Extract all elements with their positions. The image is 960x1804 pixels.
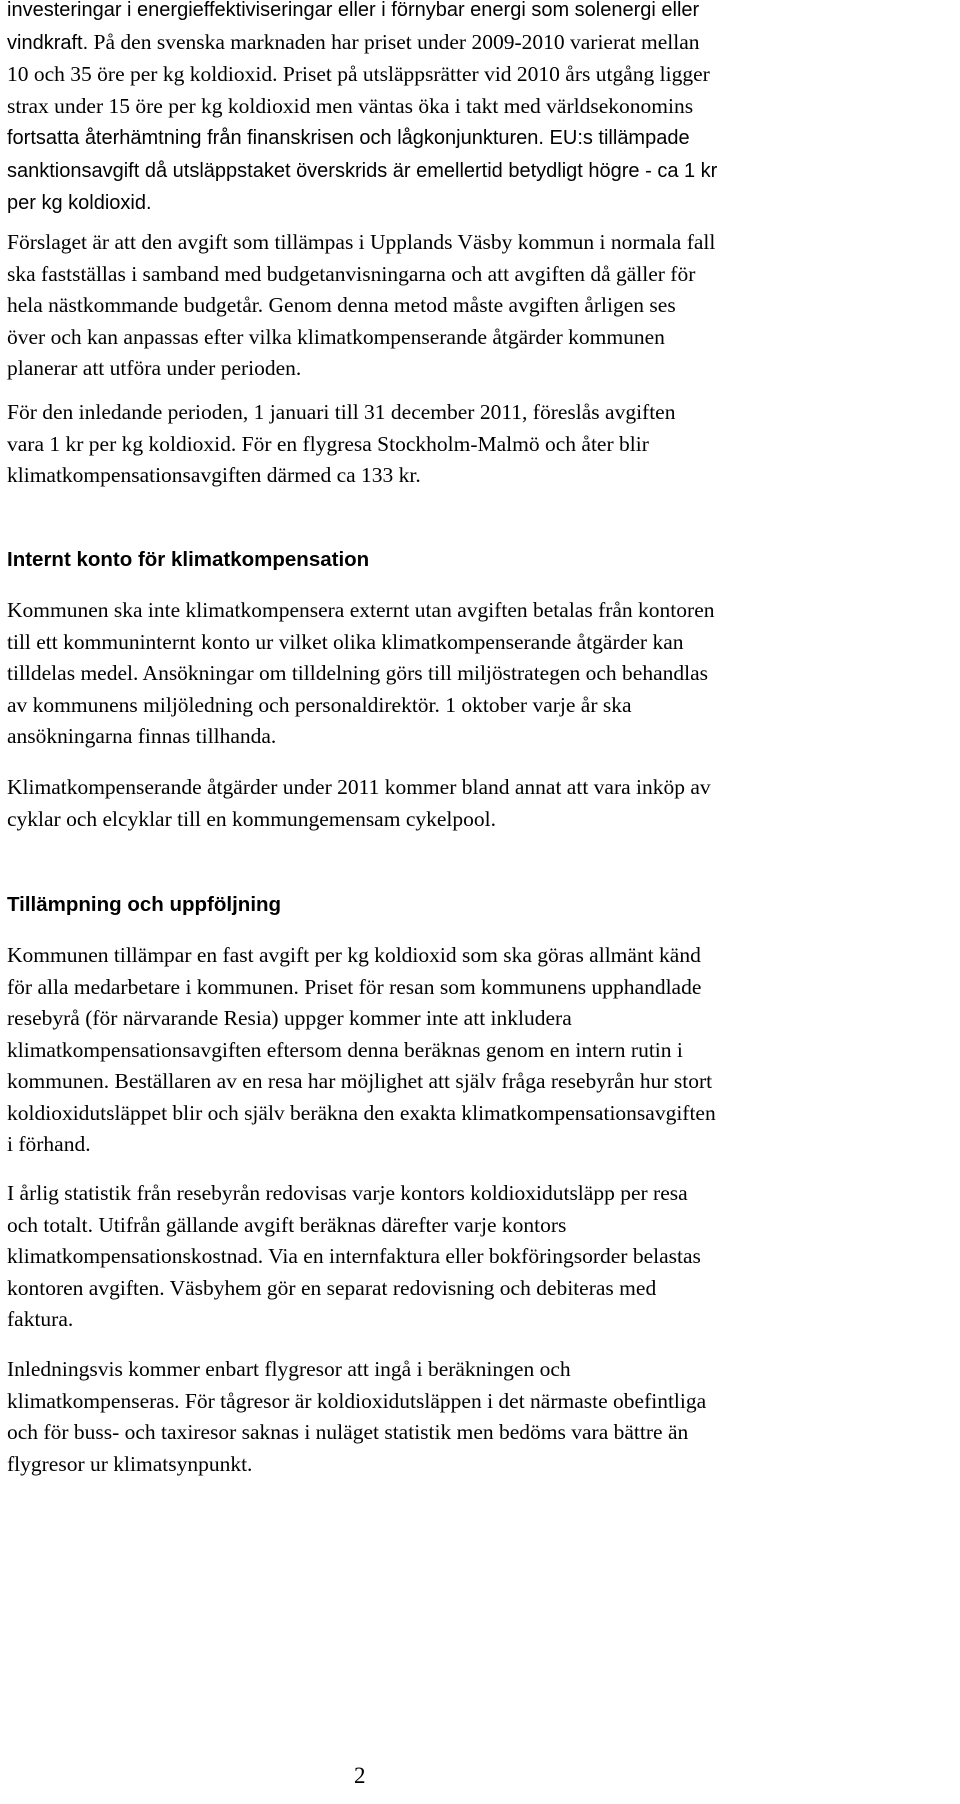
page-number: 2 [354, 1763, 366, 1788]
paragraph-statistics: I årlig statistik från resebyrån redovisas varje kontors koldioxidutsläpp per resa och totalt. Utifrån gällande avgift beräknas därefter varje kontors klimatkompensationskostnad. Via en internfaktura eller bokföringsorder belastas kontoren avgiften. Väsbyhem gör en separat redovisning och debiteras med faktura. [7, 1181, 701, 1331]
paragraph-intro [7, 0, 947, 220]
paragraph-intro-serif-text: På den svenska marknaden har priset under 2009-2010 varierat mellan 10 och 35 öre per kg koldioxid. Priset på utsläppsrätter vid 2010 års utgång ligger strax under 15 öre per kg koldioxid men väntas öka i takt med världsekonomins [7, 29, 710, 118]
paragraph-flights: Inledningsvis kommer enbart flygresor att ingå i beräkningen och klimatkompenseras. För tågresor är koldioxidutsläppen i det närmaste obefintliga och för buss- och taxiresor saknas i nuläget statistik men bedöms vara bättre än flygresor ur klimatsynpunkt. [7, 1357, 707, 1476]
paragraph-internal-account: Kommunen ska inte klimatkompensera externt utan avgiften betalas från kontoren till ett kommuninternt konto ur vilket olika klimatkompenserande åtgärder kan tilldelas medel. Ansökningar om tilldelning görs till miljöstrategen och behandlas av kommunens miljöledning och personaldirektör. 1 oktober varje år ska ansökningarna finnas tillhanda. [7, 598, 715, 748]
paragraph-measures-2011: Klimatkompenserande åtgärder under 2011 kommer bland annat att vara inköp av cyklar och elcyklar till en kommungemensam cykelpool. [7, 775, 711, 831]
paragraph-application: Kommunen tillämpar en fast avgift per kg koldioxid som ska göras allmänt känd för alla medarbetare i kommunen. Priset för resan som kommunens upphandlade resebyrå (för närvarande Resia) uppger kommer inte att inkludera klimatkompensationsavgiften eftersom denna beräknas genom en intern rutin i kommunen. Beställaren av en resa har möjlighet att själv fråga resebyrån hur stort koldioxidutsläppet blir och själv beräkna den exakta klimatkompensationsavgiften i förhand. [7, 943, 716, 1156]
paragraph-proposal: Förslaget är att den avgift som tillämpas i Upplands Väsby kommun i normala fall ska fastställas i samband med budgetanvisningarna och att avgiften då gäller för hela nästkommande budgetår. Genom denna metod måste avgiften årligen ses över och kan anpassas efter vilka klimatkompenserande åtgärder kommunen planerar att utföra under perioden. [7, 230, 716, 380]
heading-internal-account: Internt konto för klimatkompensation [7, 548, 370, 571]
paragraph-intro-sans-text-2: fortsatta återhämtning från finanskrisen och lågkonjunkturen. EU:s tillämpade sanktionsavgift då utsläppstaket överskrids är emellertid betydligt högre - ca 1 kr per kg koldioxid. [7, 127, 718, 214]
heading-application: Tillämpning och uppföljning [7, 893, 282, 916]
paragraph-initial-period: För den inledande perioden, 1 januari till 31 december 2011, föreslås avgiften vara 1 kr per kg koldioxid. För en flygresa Stockholm-Malmö och åter blir klimatkompensationsavgiften därmed ca 133 kr. [7, 400, 676, 487]
paragraph-intro-sans-text: investeringar i energieffektiviseringar eller i förnybar energi som solenergi eller vindkraft. [7, 0, 700, 54]
